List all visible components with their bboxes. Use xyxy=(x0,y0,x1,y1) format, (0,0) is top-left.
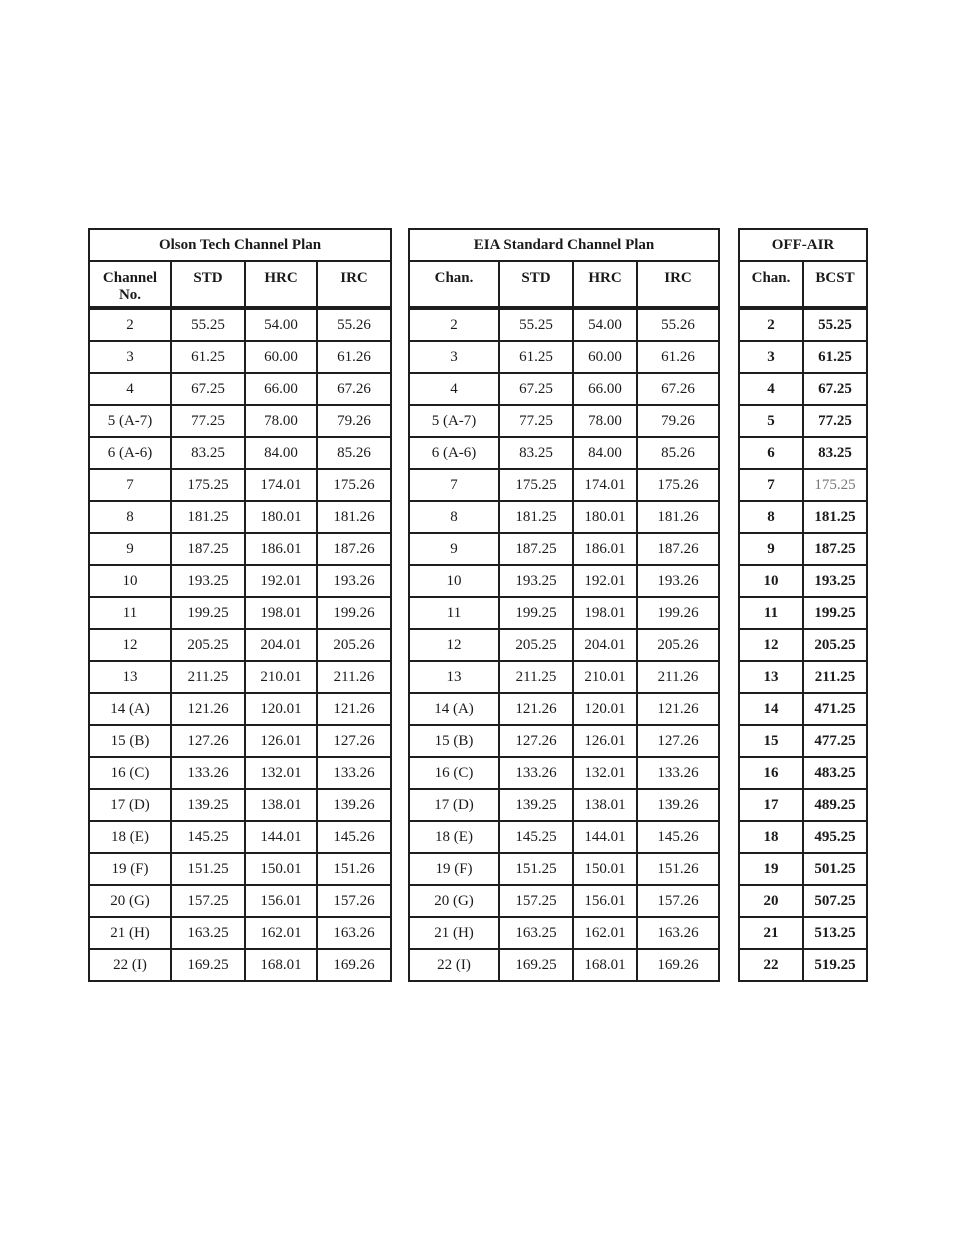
table-row xyxy=(409,405,719,437)
frequency-cell: 205.26 xyxy=(317,629,391,661)
table-row xyxy=(89,341,391,373)
table-row xyxy=(739,725,867,757)
table-row xyxy=(409,373,719,405)
table-row xyxy=(409,853,719,885)
channel-cell: 12 xyxy=(409,629,499,661)
table-row xyxy=(739,533,867,565)
frequency-cell: 145.25 xyxy=(499,821,573,853)
frequency-cell: 169.26 xyxy=(317,949,391,981)
frequency-cell: 79.26 xyxy=(317,405,391,437)
frequency-cell: 145.26 xyxy=(317,821,391,853)
frequency-cell: 198.01 xyxy=(573,597,637,629)
channel-cell: 2 xyxy=(409,308,499,341)
frequency-cell: 121.26 xyxy=(171,693,245,725)
channel-cell: 21 xyxy=(739,917,803,949)
channel-cell: 12 xyxy=(89,629,171,661)
frequency-cell: 163.25 xyxy=(499,917,573,949)
table-row xyxy=(89,821,391,853)
frequency-cell: 133.26 xyxy=(637,757,719,789)
table-row xyxy=(409,533,719,565)
frequency-cell: 163.26 xyxy=(637,917,719,949)
table-row xyxy=(739,917,867,949)
frequency-cell: 180.01 xyxy=(245,501,317,533)
frequency-cell: 187.26 xyxy=(317,533,391,565)
frequency-cell: 193.26 xyxy=(317,565,391,597)
frequency-cell: 519.25 xyxy=(803,949,867,981)
table-row xyxy=(89,469,391,501)
table-row xyxy=(89,757,391,789)
frequency-cell: 181.25 xyxy=(803,501,867,533)
frequency-cell: 199.25 xyxy=(499,597,573,629)
table-row xyxy=(409,341,719,373)
table-row xyxy=(89,373,391,405)
table-row xyxy=(739,501,867,533)
table-row xyxy=(409,308,719,341)
frequency-cell: 120.01 xyxy=(245,693,317,725)
frequency-cell: 180.01 xyxy=(573,501,637,533)
table-row xyxy=(89,629,391,661)
frequency-cell: 121.26 xyxy=(317,693,391,725)
frequency-cell: 150.01 xyxy=(245,853,317,885)
channel-cell: 4 xyxy=(409,373,499,405)
channel-cell: 22 xyxy=(739,949,803,981)
frequency-cell: 127.26 xyxy=(171,725,245,757)
channel-cell: 10 xyxy=(739,565,803,597)
channel-cell: 11 xyxy=(409,597,499,629)
frequency-cell: 181.25 xyxy=(499,501,573,533)
channel-cell: 8 xyxy=(409,501,499,533)
table-row xyxy=(409,469,719,501)
channel-cell: 17 (D) xyxy=(409,789,499,821)
frequency-cell: 163.25 xyxy=(171,917,245,949)
frequency-cell: 162.01 xyxy=(573,917,637,949)
channel-cell: 15 (B) xyxy=(409,725,499,757)
frequency-cell: 121.26 xyxy=(499,693,573,725)
channel-cell: 15 xyxy=(739,725,803,757)
channel-cell: 10 xyxy=(409,565,499,597)
channel-cell: 20 (G) xyxy=(89,885,171,917)
frequency-cell: 168.01 xyxy=(245,949,317,981)
frequency-cell: 120.01 xyxy=(573,693,637,725)
frequency-cell: 127.26 xyxy=(637,725,719,757)
frequency-cell: 193.26 xyxy=(637,565,719,597)
table-row xyxy=(739,469,867,501)
channel-cell: 13 xyxy=(89,661,171,693)
table-row xyxy=(739,308,867,341)
frequency-cell: 67.25 xyxy=(803,373,867,405)
frequency-cell: 156.01 xyxy=(245,885,317,917)
frequency-cell: 489.25 xyxy=(803,789,867,821)
column-header-chan: Chan. xyxy=(409,261,499,308)
frequency-cell: 66.00 xyxy=(245,373,317,405)
frequency-cell: 175.25 xyxy=(803,469,867,501)
frequency-cell: 495.25 xyxy=(803,821,867,853)
channel-cell: 3 xyxy=(409,341,499,373)
frequency-cell: 144.01 xyxy=(245,821,317,853)
frequency-cell: 157.25 xyxy=(499,885,573,917)
frequency-cell: 199.26 xyxy=(637,597,719,629)
table-row xyxy=(89,917,391,949)
off-air-channel-table xyxy=(738,228,868,982)
table-row xyxy=(409,757,719,789)
channel-cell: 20 (G) xyxy=(409,885,499,917)
frequency-cell: 204.01 xyxy=(245,629,317,661)
frequency-cell: 205.25 xyxy=(499,629,573,661)
table-row xyxy=(409,629,719,661)
column-header-bcst: BCST xyxy=(803,261,867,308)
frequency-cell: 150.01 xyxy=(573,853,637,885)
frequency-cell: 133.26 xyxy=(171,757,245,789)
frequency-cell: 126.01 xyxy=(573,725,637,757)
table-row xyxy=(739,597,867,629)
eia-table-title: EIA Standard Channel Plan xyxy=(409,229,719,261)
channel-cell: 5 (A-7) xyxy=(409,405,499,437)
channel-cell: 9 xyxy=(409,533,499,565)
frequency-cell: 507.25 xyxy=(803,885,867,917)
frequency-cell: 477.25 xyxy=(803,725,867,757)
frequency-cell: 133.26 xyxy=(317,757,391,789)
channel-cell: 10 xyxy=(89,565,171,597)
frequency-cell: 77.25 xyxy=(803,405,867,437)
off-air-table-title: OFF-AIR xyxy=(739,229,867,261)
channel-cell: 18 (E) xyxy=(409,821,499,853)
table-row xyxy=(739,821,867,853)
frequency-cell: 187.25 xyxy=(499,533,573,565)
channel-cell: 4 xyxy=(739,373,803,405)
frequency-cell: 205.26 xyxy=(637,629,719,661)
frequency-cell: 513.25 xyxy=(803,917,867,949)
table-row xyxy=(739,565,867,597)
table-row xyxy=(739,885,867,917)
frequency-cell: 168.01 xyxy=(573,949,637,981)
table-row xyxy=(739,437,867,469)
frequency-cell: 193.25 xyxy=(499,565,573,597)
table-row xyxy=(409,917,719,949)
table-row xyxy=(89,693,391,725)
channel-cell: 5 xyxy=(739,405,803,437)
frequency-cell: 61.25 xyxy=(803,341,867,373)
frequency-cell: 483.25 xyxy=(803,757,867,789)
frequency-cell: 85.26 xyxy=(637,437,719,469)
channel-cell: 7 xyxy=(89,469,171,501)
frequency-cell: 127.26 xyxy=(499,725,573,757)
frequency-cell: 77.25 xyxy=(499,405,573,437)
frequency-cell: 211.25 xyxy=(171,661,245,693)
column-header-irc: IRC xyxy=(317,261,391,308)
channel-cell: 6 xyxy=(739,437,803,469)
table-row xyxy=(409,597,719,629)
channel-cell: 11 xyxy=(739,597,803,629)
channel-cell: 17 xyxy=(739,789,803,821)
frequency-cell: 55.26 xyxy=(317,308,391,341)
table-row xyxy=(89,565,391,597)
frequency-cell: 181.26 xyxy=(637,501,719,533)
frequency-cell: 78.00 xyxy=(245,405,317,437)
channel-cell: 16 (C) xyxy=(409,757,499,789)
table-row xyxy=(89,308,391,341)
frequency-cell: 55.26 xyxy=(637,308,719,341)
table-row xyxy=(409,725,719,757)
channel-cell: 6 (A-6) xyxy=(89,437,171,469)
frequency-cell: 193.25 xyxy=(803,565,867,597)
frequency-cell: 471.25 xyxy=(803,693,867,725)
frequency-cell: 205.25 xyxy=(803,629,867,661)
channel-cell: 9 xyxy=(89,533,171,565)
frequency-cell: 187.26 xyxy=(637,533,719,565)
channel-cell: 21 (H) xyxy=(89,917,171,949)
frequency-cell: 61.25 xyxy=(171,341,245,373)
channel-cell: 18 xyxy=(739,821,803,853)
frequency-cell: 67.25 xyxy=(171,373,245,405)
table-row xyxy=(89,437,391,469)
frequency-cell: 181.25 xyxy=(171,501,245,533)
table-row xyxy=(739,405,867,437)
channel-cell: 6 (A-6) xyxy=(409,437,499,469)
table-row xyxy=(739,757,867,789)
channel-cell: 17 (D) xyxy=(89,789,171,821)
table-row xyxy=(89,853,391,885)
table-row xyxy=(409,885,719,917)
frequency-cell: 61.26 xyxy=(637,341,719,373)
channel-cell: 19 (F) xyxy=(89,853,171,885)
channel-cell: 3 xyxy=(739,341,803,373)
frequency-cell: 145.26 xyxy=(637,821,719,853)
channel-cell: 16 xyxy=(739,757,803,789)
frequency-cell: 186.01 xyxy=(573,533,637,565)
column-header-std: STD xyxy=(171,261,245,308)
frequency-cell: 85.26 xyxy=(317,437,391,469)
frequency-cell: 501.25 xyxy=(803,853,867,885)
frequency-cell: 138.01 xyxy=(245,789,317,821)
table-row xyxy=(739,853,867,885)
channel-cell: 5 (A-7) xyxy=(89,405,171,437)
frequency-cell: 54.00 xyxy=(573,308,637,341)
frequency-cell: 55.25 xyxy=(171,308,245,341)
frequency-cell: 151.26 xyxy=(317,853,391,885)
table-row xyxy=(409,501,719,533)
frequency-cell: 55.25 xyxy=(499,308,573,341)
frequency-cell: 127.26 xyxy=(317,725,391,757)
frequency-cell: 175.25 xyxy=(171,469,245,501)
channel-cell: 13 xyxy=(409,661,499,693)
frequency-cell: 67.25 xyxy=(499,373,573,405)
frequency-cell: 78.00 xyxy=(573,405,637,437)
frequency-cell: 84.00 xyxy=(573,437,637,469)
frequency-cell: 181.26 xyxy=(317,501,391,533)
eia-standard-channel-table xyxy=(408,228,720,982)
frequency-cell: 139.26 xyxy=(317,789,391,821)
table-row xyxy=(409,693,719,725)
frequency-cell: 198.01 xyxy=(245,597,317,629)
frequency-cell: 84.00 xyxy=(245,437,317,469)
frequency-cell: 132.01 xyxy=(573,757,637,789)
frequency-cell: 55.25 xyxy=(803,308,867,341)
column-header-std: STD xyxy=(499,261,573,308)
channel-cell: 22 (I) xyxy=(409,949,499,981)
channel-cell: 14 (A) xyxy=(409,693,499,725)
table-row xyxy=(409,789,719,821)
table-row xyxy=(89,405,391,437)
channel-cell: 3 xyxy=(89,341,171,373)
frequency-cell: 138.01 xyxy=(573,789,637,821)
column-header-hrc: HRC xyxy=(573,261,637,308)
frequency-cell: 61.26 xyxy=(317,341,391,373)
frequency-cell: 210.01 xyxy=(573,661,637,693)
table-row xyxy=(89,661,391,693)
frequency-cell: 126.01 xyxy=(245,725,317,757)
frequency-cell: 169.25 xyxy=(171,949,245,981)
frequency-cell: 169.25 xyxy=(499,949,573,981)
column-header-hrc: HRC xyxy=(245,261,317,308)
frequency-cell: 205.25 xyxy=(171,629,245,661)
frequency-cell: 77.25 xyxy=(171,405,245,437)
channel-cell: 2 xyxy=(739,308,803,341)
channel-cell: 4 xyxy=(89,373,171,405)
frequency-cell: 169.26 xyxy=(637,949,719,981)
column-header-channel-no: Channel No. xyxy=(89,261,171,308)
frequency-cell: 139.26 xyxy=(637,789,719,821)
frequency-cell: 66.00 xyxy=(573,373,637,405)
olson-tech-channel-table xyxy=(88,228,392,982)
frequency-cell: 204.01 xyxy=(573,629,637,661)
frequency-cell: 187.25 xyxy=(803,533,867,565)
frequency-cell: 67.26 xyxy=(317,373,391,405)
channel-cell: 16 (C) xyxy=(89,757,171,789)
frequency-cell: 151.25 xyxy=(171,853,245,885)
frequency-cell: 60.00 xyxy=(245,341,317,373)
channel-cell: 18 (E) xyxy=(89,821,171,853)
table-row xyxy=(739,341,867,373)
channel-cell: 7 xyxy=(409,469,499,501)
table-row xyxy=(409,949,719,981)
frequency-cell: 193.25 xyxy=(171,565,245,597)
table-row xyxy=(89,725,391,757)
frequency-cell: 79.26 xyxy=(637,405,719,437)
frequency-cell: 163.26 xyxy=(317,917,391,949)
channel-cell: 7 xyxy=(739,469,803,501)
frequency-cell: 133.26 xyxy=(499,757,573,789)
channel-cell: 19 (F) xyxy=(409,853,499,885)
frequency-cell: 199.25 xyxy=(171,597,245,629)
table-row xyxy=(89,949,391,981)
frequency-cell: 175.25 xyxy=(499,469,573,501)
frequency-cell: 157.26 xyxy=(317,885,391,917)
frequency-cell: 157.26 xyxy=(637,885,719,917)
frequency-cell: 210.01 xyxy=(245,661,317,693)
column-header-irc: IRC xyxy=(637,261,719,308)
frequency-cell: 83.25 xyxy=(171,437,245,469)
frequency-cell: 175.26 xyxy=(637,469,719,501)
channel-cell: 8 xyxy=(89,501,171,533)
frequency-cell: 157.25 xyxy=(171,885,245,917)
channel-cell: 14 xyxy=(739,693,803,725)
channel-cell: 21 (H) xyxy=(409,917,499,949)
frequency-cell: 187.25 xyxy=(171,533,245,565)
table-row xyxy=(89,885,391,917)
frequency-cell: 211.26 xyxy=(317,661,391,693)
channel-cell: 15 (B) xyxy=(89,725,171,757)
table-row xyxy=(739,373,867,405)
channel-cell: 11 xyxy=(89,597,171,629)
table-row xyxy=(89,789,391,821)
frequency-cell: 67.26 xyxy=(637,373,719,405)
frequency-cell: 144.01 xyxy=(573,821,637,853)
channel-cell: 9 xyxy=(739,533,803,565)
channel-cell: 20 xyxy=(739,885,803,917)
table-row xyxy=(89,597,391,629)
column-header-chan: Chan. xyxy=(739,261,803,308)
frequency-cell: 211.26 xyxy=(637,661,719,693)
frequency-cell: 139.25 xyxy=(499,789,573,821)
frequency-cell: 139.25 xyxy=(171,789,245,821)
frequency-cell: 192.01 xyxy=(245,565,317,597)
table-row xyxy=(409,821,719,853)
frequency-cell: 162.01 xyxy=(245,917,317,949)
channel-cell: 8 xyxy=(739,501,803,533)
table-row xyxy=(89,501,391,533)
table-row xyxy=(739,949,867,981)
frequency-cell: 151.26 xyxy=(637,853,719,885)
frequency-cell: 132.01 xyxy=(245,757,317,789)
frequency-cell: 192.01 xyxy=(573,565,637,597)
frequency-cell: 151.25 xyxy=(499,853,573,885)
frequency-cell: 174.01 xyxy=(245,469,317,501)
table-row xyxy=(739,693,867,725)
frequency-cell: 54.00 xyxy=(245,308,317,341)
frequency-cell: 199.26 xyxy=(317,597,391,629)
frequency-cell: 60.00 xyxy=(573,341,637,373)
channel-cell: 22 (I) xyxy=(89,949,171,981)
frequency-cell: 83.25 xyxy=(803,437,867,469)
frequency-cell: 174.01 xyxy=(573,469,637,501)
channel-cell: 13 xyxy=(739,661,803,693)
frequency-cell: 156.01 xyxy=(573,885,637,917)
frequency-cell: 211.25 xyxy=(499,661,573,693)
olson-table-title: Olson Tech Channel Plan xyxy=(89,229,391,261)
table-row xyxy=(89,533,391,565)
frequency-cell: 83.25 xyxy=(499,437,573,469)
table-row xyxy=(739,789,867,821)
frequency-cell: 186.01 xyxy=(245,533,317,565)
channel-cell: 12 xyxy=(739,629,803,661)
frequency-cell: 211.25 xyxy=(803,661,867,693)
table-row xyxy=(739,661,867,693)
frequency-cell: 175.26 xyxy=(317,469,391,501)
channel-cell: 19 xyxy=(739,853,803,885)
table-row xyxy=(409,565,719,597)
frequency-cell: 61.25 xyxy=(499,341,573,373)
channel-cell: 14 (A) xyxy=(89,693,171,725)
frequency-cell: 145.25 xyxy=(171,821,245,853)
table-row xyxy=(409,661,719,693)
table-row xyxy=(739,629,867,661)
channel-cell: 2 xyxy=(89,308,171,341)
table-row xyxy=(409,437,719,469)
frequency-cell: 199.25 xyxy=(803,597,867,629)
frequency-cell: 121.26 xyxy=(637,693,719,725)
